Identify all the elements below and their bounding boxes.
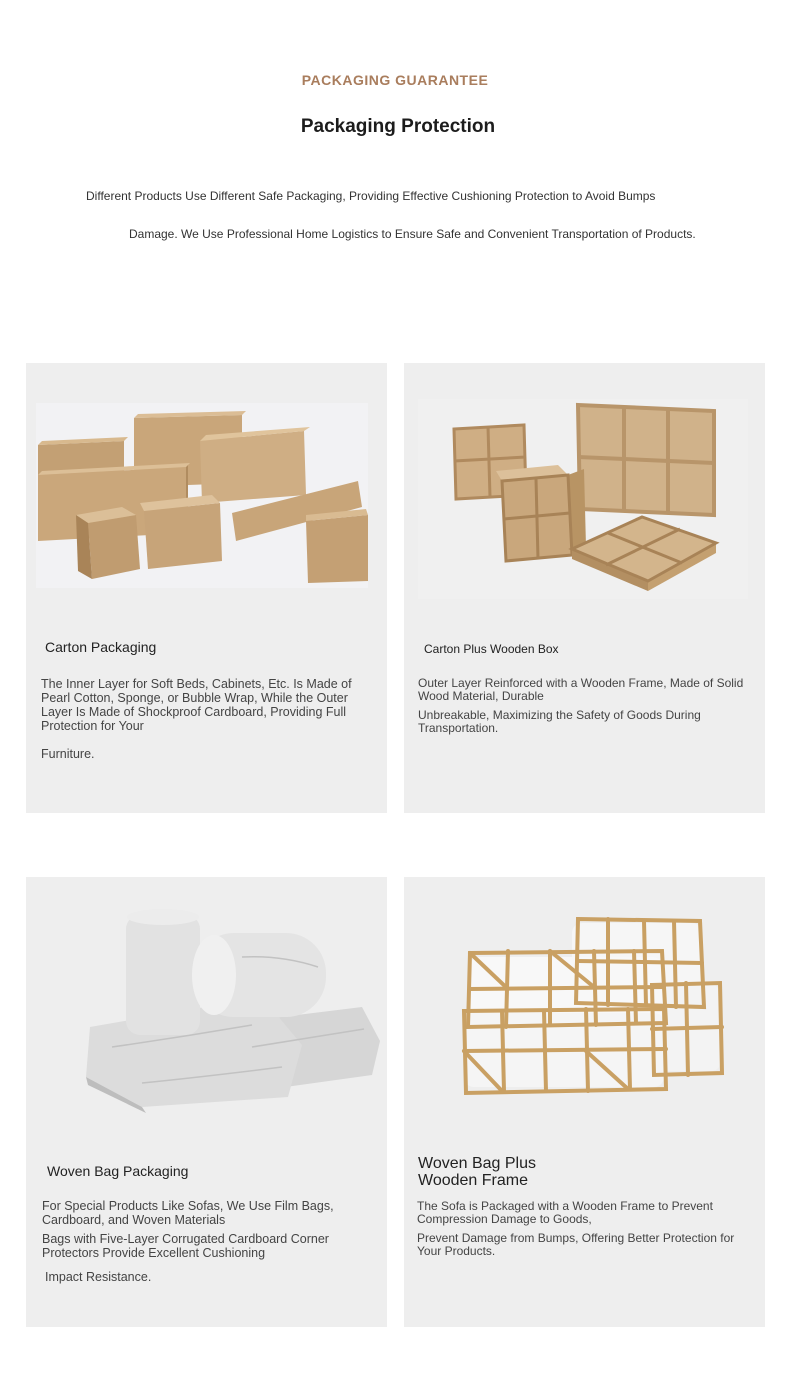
section-eyebrow: PACKAGING GUARANTEE bbox=[301, 72, 489, 88]
woven-bag-image bbox=[82, 907, 384, 1117]
intro-text-line-1: Different Products Use Different Safe Packaging, Providing Effective Cushioning Protection to Avoid Bumps bbox=[86, 189, 656, 203]
card-description-continued: Prevent Damage from Bumps, Offering Better Protection for Your Products. bbox=[417, 1231, 735, 1258]
card-description: The Sofa is Packaged with a Wooden Frame to Prevent Compression Damage to Goods, bbox=[417, 1199, 713, 1226]
card-carton-wooden-box bbox=[404, 363, 765, 813]
card-title: Carton Packaging bbox=[45, 639, 157, 655]
card-title: Woven Bag Packaging bbox=[47, 1163, 189, 1179]
page-title: Packaging Protection bbox=[300, 116, 496, 137]
card-woven-bag-packaging bbox=[26, 877, 387, 1327]
card-carton-packaging bbox=[26, 363, 387, 813]
card-description: For Special Products Like Sofas, We Use Film Bags, Cardboard, and Woven Materials bbox=[42, 1199, 334, 1227]
card-description: The Inner Layer for Soft Beds, Cabinets, Etc. Is Made of Pearl Cotton, Sponge, or Bubble Wrap, While the Outer Layer Is Made of Shockproof Cardboard, Providing Full Protection for Your bbox=[41, 677, 352, 733]
intro-text-line-2: Damage. We Use Professional Home Logistics to Ensure Safe and Convenient Transportation of Products. bbox=[129, 227, 696, 241]
card-description: Outer Layer Reinforced with a Wooden Frame, Made of Solid Wood Material, Durable bbox=[418, 676, 744, 703]
card-description-continued: Bags with Five-Layer Corrugated Cardboard Corner Protectors Provide Excellent Cushioning bbox=[42, 1232, 329, 1260]
card-description-continued: Unbreakable, Maximizing the Safety of Goods During Transportation. bbox=[418, 708, 701, 735]
card-description-continued: Furniture. bbox=[41, 747, 95, 761]
card-description-end: Impact Resistance. bbox=[45, 1270, 152, 1284]
card-title: Woven Bag Plus Wooden Frame bbox=[418, 1155, 536, 1189]
wooden-crate-image bbox=[418, 399, 748, 599]
wooden-frame-sofa-image bbox=[458, 911, 728, 1101]
carton-boxes-image bbox=[36, 403, 368, 588]
card-title: Carton Plus Wooden Box bbox=[424, 642, 559, 656]
card-woven-bag-wooden-frame bbox=[404, 877, 765, 1327]
